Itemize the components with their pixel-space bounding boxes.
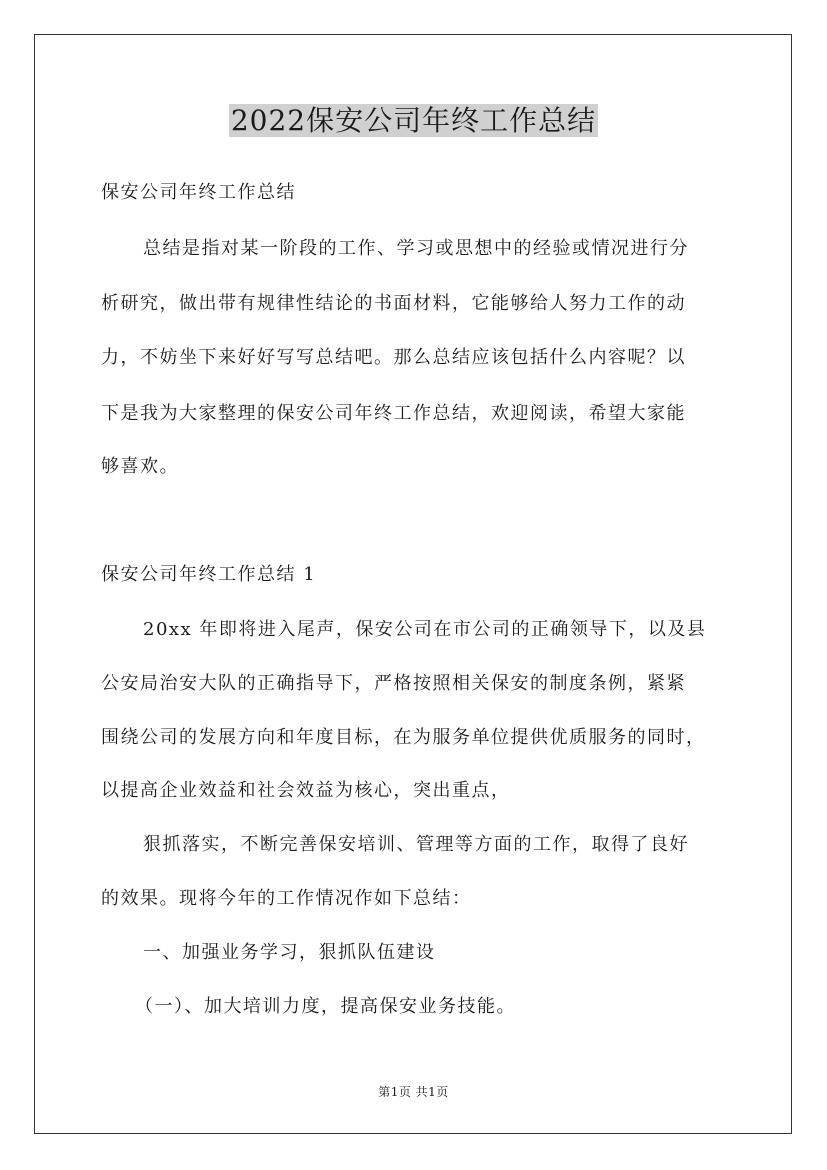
heading-level-1: 一、加强业务学习，狠抓队伍建设 [143, 942, 436, 963]
intro-line-2: 析研究，做出带有规律性结论的书面材料，它能够给人努力工作的动 [101, 293, 686, 314]
section-para2-line-2: 的效果。现将今年的工作情况作如下总结： [101, 888, 472, 909]
intro-line-4: 下是我为大家整理的保安公司年终工作总结，欢迎阅读，希望大家能 [101, 403, 686, 424]
intro-line-5: 够喜欢。 [101, 456, 179, 477]
section-para1-line-1: 20xx 年即将进入尾声，保安公司在市公司的正确领导下，以及县 [143, 619, 707, 640]
page-number: 第1页 共1页 [378, 1085, 449, 1099]
section-para2-line-1: 狠抓落实，不断完善保安培训、管理等方面的工作，取得了良好 [143, 834, 689, 855]
intro-line-1: 总结是指对某一阶段的工作、学习或思想中的经验或情况进行分 [143, 238, 689, 259]
heading-level-2: （一）、加大培训力度，提高保安业务技能。 [135, 996, 516, 1017]
document-title [0, 100, 827, 141]
section-para1-line-2: 公安局治安大队的正确指导下，严格按照相关保安的制度条例，紧紧 [101, 673, 686, 694]
document-title-text: 2022保安公司年终工作总结 [230, 104, 597, 137]
document-subtitle: 保安公司年终工作总结 [101, 182, 296, 203]
intro-line-3: 力，不妨坐下来好好写写总结吧。那么总结应该包括什么内容呢？以 [101, 347, 686, 368]
section-para1-line-4: 以提高企业效益和社会效益为核心，突出重点， [101, 780, 511, 801]
section-para1-line-3: 围绕公司的发展方向和年度目标，在为服务单位提供优质服务的同时， [101, 727, 706, 748]
section-heading: 保安公司年终工作总结 1 [101, 564, 317, 585]
page-footer [0, 1084, 827, 1100]
